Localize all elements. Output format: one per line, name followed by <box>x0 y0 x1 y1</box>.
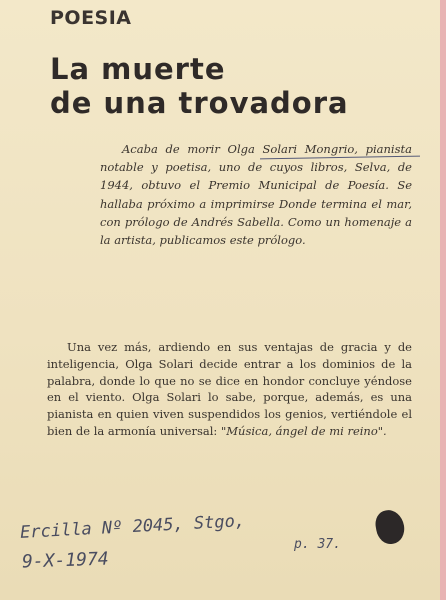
body-text: Una vez más, ardiendo en sus ventajas de gracia y de inteligencia, Olga Solari decide entrar a los dominios de la palabra, donde lo que no se dice en hondor concluye yéndose en el viento. Olga Solari lo sabe, porque, además, es una pianista en quien viven suspendidos los genios, vertiéndole el bien de la armonía universal: <box>47 340 412 438</box>
body-quote: "Música, ángel de mi reino". <box>220 423 387 438</box>
page-edge <box>440 0 446 600</box>
title-line-2: de una trovadora <box>50 86 349 120</box>
body-paragraph <box>47 339 412 440</box>
intro-paragraph: Acaba de morir Olga Solari Mongrio, pianista notable y poetisa, uno de cuyos libros, Selva, de 1944, obtuvo el Premio Municipal de Poesía. Se hallaba próximo a imprimirse Donde termina el mar, con prólogo de Andrés Sabella. Como un homenaje a la artista, publicamos este prólogo. <box>100 142 412 248</box>
section-label: POESIA <box>50 7 132 29</box>
article-title <box>50 52 390 120</box>
handwritten-date: 9-X-1974 <box>21 548 110 573</box>
handwritten-page: p. 37. <box>294 537 341 552</box>
title-line-1: La muerte <box>50 52 226 86</box>
handwritten-source: Ercilla Nº 2045, Stgo, <box>19 511 246 543</box>
